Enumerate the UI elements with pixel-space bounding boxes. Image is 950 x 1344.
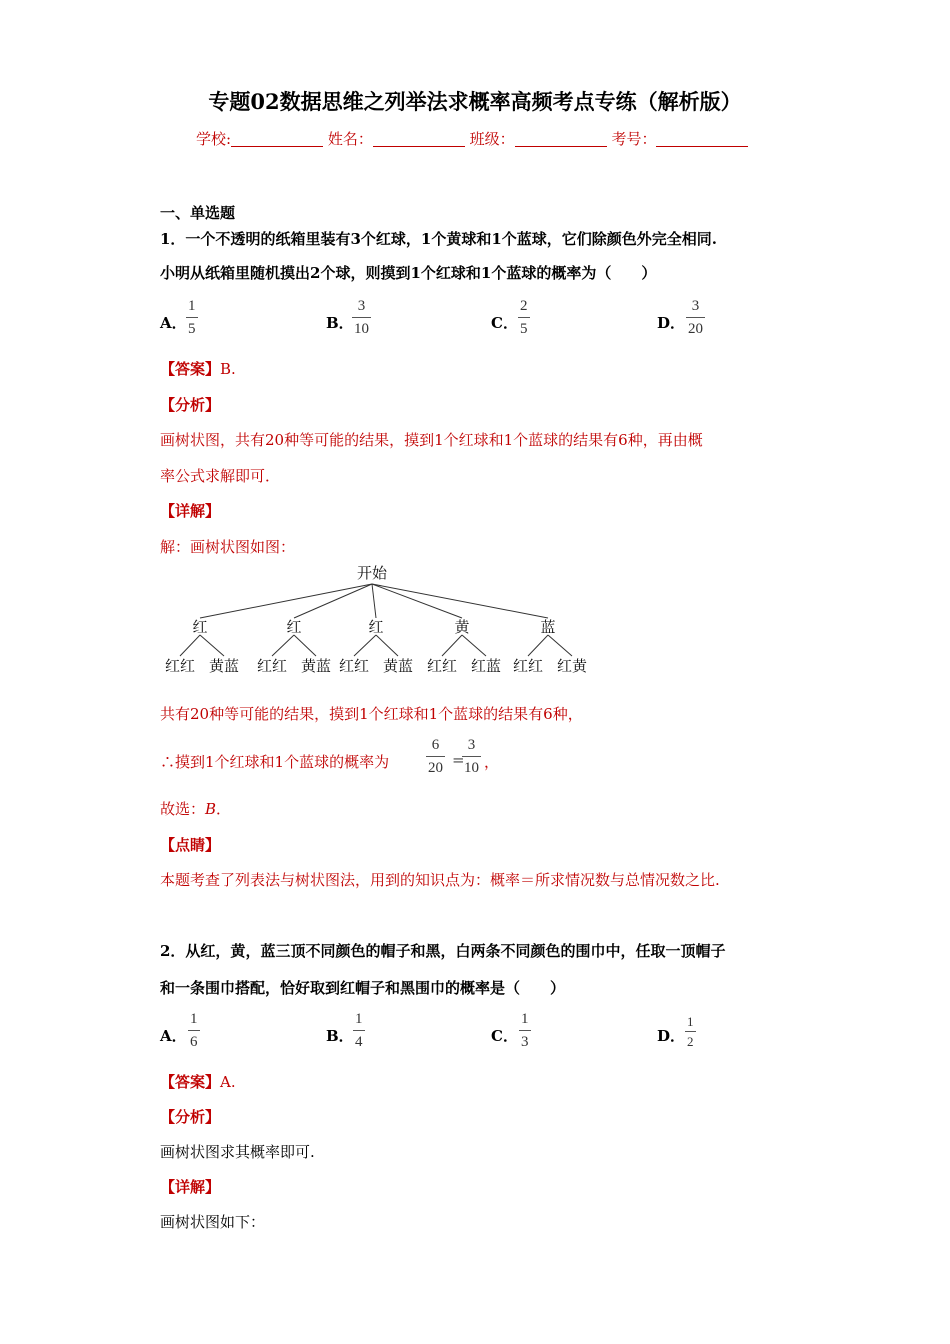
q2-option-a-label: A． [160,1027,187,1045]
q2-option-a-fraction: 1 6 [190,1011,198,1050]
q1-detail-tag: 【详解】 [160,502,221,520]
q2-analysis-line1: 画树状图求其概率即可. [160,1143,315,1161]
student-info-row [196,128,748,149]
q2-analysis-tag: 【分析】 [160,1108,221,1126]
tree-node-l1-1: 红 [192,618,208,636]
school-label: 学校: [196,130,232,148]
tree-root: 开始 [356,564,388,582]
q1-option-c-label: C． [491,314,518,332]
tree-leaf: 红红 [426,657,458,675]
q1-detail-line3-suffix: ， [484,753,500,771]
q2-option-b-label: B． [326,1027,354,1045]
tree-leaf: 红黄 [556,657,588,675]
class-blank [515,132,607,147]
equals-sign: = [452,751,465,769]
q1-option-c-fraction: 2 5 [520,298,528,337]
tree-leaf: 黄蓝 [208,657,240,675]
q1-stem-line2: 小明从纸箱里随机摸出2个球，则摸到1个红球和1个蓝球的概率为（ ） [160,264,657,282]
q1-point-text: 本题考查了列表法与树状图法，用到的知识点为：概率＝所求情况数与总情况数之比. [160,871,720,889]
tree-leaf: 红蓝 [470,657,502,675]
q1-analysis-line1: 画树状图，共有20种等可能的结果，摸到1个红球和1个蓝球的结果有6种，再由概 [160,431,703,449]
q1-stem-line1: 1．一个不透明的纸箱里装有3个红球，1个黄球和1个蓝球，它们除颜色外完全相同. [160,230,717,248]
q1-detail-line2: 共有20种等可能的结果，摸到1个红球和1个蓝球的结果有6种， [160,705,583,723]
q1-option-d-fraction: 3 20 [688,298,703,337]
q2-option-b-fraction: 1 4 [355,1011,363,1050]
tree-leaf: 红红 [256,657,288,675]
name-blank [373,132,465,147]
q1-detail-line1: 解：画树状图如图： [160,538,296,556]
number-blank [656,132,748,147]
q2-option-d-label: D． [657,1027,686,1045]
q1-answer: 【答案】B. [160,360,236,378]
tree-leaf: 红红 [164,657,196,675]
section-heading: 一、单选题 [160,204,236,222]
class-label: 班级： [469,130,515,148]
q2-detail-tag: 【详解】 [160,1178,221,1196]
q2-option-c-label: C． [491,1027,518,1045]
q1-detail-line3-prefix: ∴摸到1个红球和1个蓝球的概率为 [160,753,390,771]
tree-node-l1-5: 蓝 [540,618,556,636]
q1-analysis-line2: 率公式求解即可． [160,467,281,485]
q1-point-tag: 【点睛】 [160,836,221,854]
q1-option-b-fraction: 3 10 [354,298,369,337]
q2-option-d-fraction: 1 2 [687,1014,694,1049]
school-blank [231,132,323,147]
q1-option-d-label: D． [657,314,686,332]
tree-node-l1-3: 红 [368,618,384,636]
q2-stem-line2: 和一条围巾搭配，恰好取到红帽子和黑围巾的概率是（ ） [160,979,566,997]
tree-node-l1-4: 黄 [454,618,470,636]
probability-tree-diagram [150,558,610,682]
tree-leaf: 红红 [512,657,544,675]
q2-answer: 【答案】A. [160,1073,236,1091]
tree-leaf: 红红 [338,657,370,675]
q1-choice-line: 故选：B． [160,800,232,818]
tree-leaf: 黄蓝 [382,657,414,675]
q2-detail-line1: 画树状图如下： [160,1213,266,1231]
q1-option-b-label: B． [326,314,354,332]
q1-result-fraction-a: 6 20 [428,737,443,776]
q1-analysis-tag: 【分析】 [160,396,221,414]
q2-stem-line1: 2．从红，黄，蓝三顶不同颜色的帽子和黑，白两条不同颜色的围巾中，任取一顶帽子 [160,942,726,960]
page-title: 专题02数据思维之列举法求概率高频考点专练（解析版） [208,89,742,114]
q1-result-fraction-b: 3 10 [464,737,479,776]
number-label: 考号： [611,130,657,148]
q1-option-a-label: A． [160,314,187,332]
name-label: 姓名： [327,130,373,148]
tree-leaf: 黄蓝 [300,657,332,675]
q2-option-c-fraction: 1 3 [521,1011,529,1050]
tree-node-l1-2: 红 [286,618,302,636]
q1-option-a-fraction: 1 5 [188,298,196,337]
